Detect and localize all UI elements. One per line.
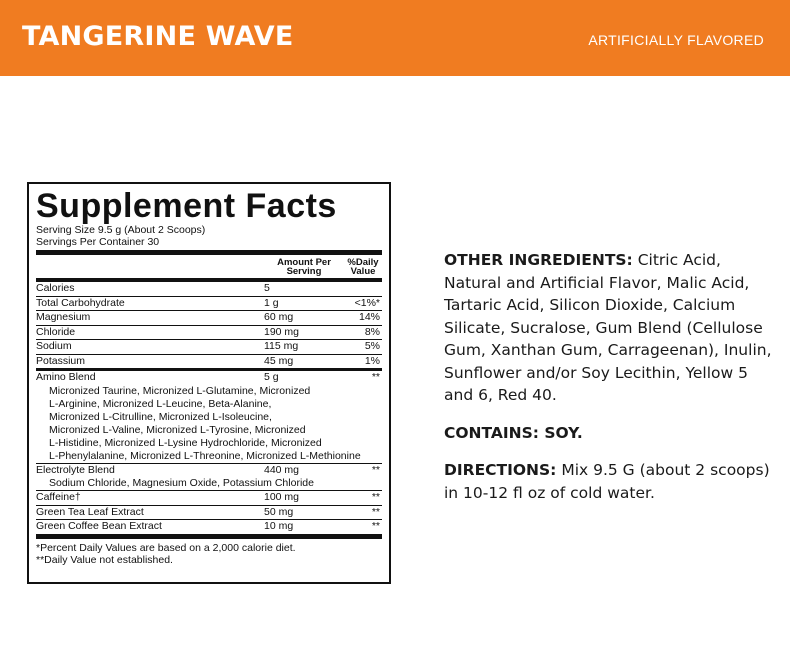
supplement-facts-panel <box>27 182 391 584</box>
electrolyte-blend-row: Electrolyte Blend 440 mg ** <box>36 463 380 476</box>
table-row: Green Tea Leaf Extract 50 mg ** <box>36 505 380 518</box>
dv-header-line2: Value <box>350 266 376 277</box>
table-row: Calories 5 <box>36 282 270 294</box>
footnote-not-established: **Daily Value not established. <box>36 554 173 566</box>
flavor-banner <box>0 0 790 76</box>
amount-header-line1: Amount Per <box>277 257 331 268</box>
table-row: Magnesium 60 mg 14% <box>36 311 380 323</box>
directions-label: DIRECTIONS: <box>444 461 557 479</box>
other-ingredients-text: Citric Acid, Natural and Artificial Flavor, Malic Acid, Tartaric Acid, Silicon Dioxide, Calcium Silicate, Sucralose, Gum Blend (Cellulose Gum, Xanthan Gum, Carrageenan), Inulin, Sunflower and/or Soy Lecithin, Yellow 5 and 6, Red 40. <box>444 251 772 404</box>
directions-text: Mix 9.5 G (about 2 scoops) in 10-12 fl oz of cold water. <box>444 461 770 502</box>
artificially-flavored-note: ARTIFICIALLY FLAVORED <box>588 32 764 48</box>
footnote-daily-values: *Percent Daily Values are based on a 2,000 calorie diet. <box>36 541 296 554</box>
contains-label: CONTAINS: SOY. <box>444 423 583 442</box>
table-row: Green Coffee Bean Extract 10 mg ** <box>36 520 380 532</box>
amino-blend-row: Amino Blend 5 g ** <box>36 371 380 383</box>
electrolyte-blend-ingredients: Sodium Chloride, Magnesium Oxide, Potassium Chloride <box>49 477 314 489</box>
nutrient-rows <box>36 282 382 368</box>
serving-size: Serving Size 9.5 g (About 2 Scoops) <box>36 224 206 236</box>
table-row: Potassium 45 mg 1% <box>36 354 380 367</box>
flavor-name: TANGERINE WAVE <box>22 21 294 52</box>
table-row: Total Carbohydrate 1 g <1%* <box>36 296 380 309</box>
product-info <box>444 249 774 519</box>
amino-blend-ingredients: Micronized Taurine, Micronized L-Glutamine, Micronized L-Arginine, Micronized L-Leucine, Beta-Alanine, Micronized L-Citrulline, Micronized L-Isoleucine, Micronized L-Valine, Micronized L-Tyrosine, Micronized L-Histidine, Micronized L-Lysine Hydrochloride, Micronized L-Phenylalanine, Micronized L-Threonine, Micronized L-Methionine <box>49 384 361 462</box>
footnotes <box>36 539 382 567</box>
servings-per-container: Servings Per Container 30 <box>36 236 160 248</box>
facts-column-header <box>36 255 382 278</box>
table-row: Caffeine† 100 mg ** <box>36 491 380 503</box>
other-ingredients <box>444 249 774 407</box>
table-row: Chloride 190 mg 8% <box>36 325 380 338</box>
other-ingredients-label: OTHER INGREDIENTS: <box>444 251 633 269</box>
dv-header-line1: %Daily <box>347 257 379 268</box>
facts-title: Supplement Facts <box>36 187 337 225</box>
amount-header-line2: Serving <box>286 266 322 277</box>
directions <box>444 459 774 504</box>
contains-allergen <box>444 422 774 445</box>
table-row: Sodium 115 mg 5% <box>36 340 380 352</box>
